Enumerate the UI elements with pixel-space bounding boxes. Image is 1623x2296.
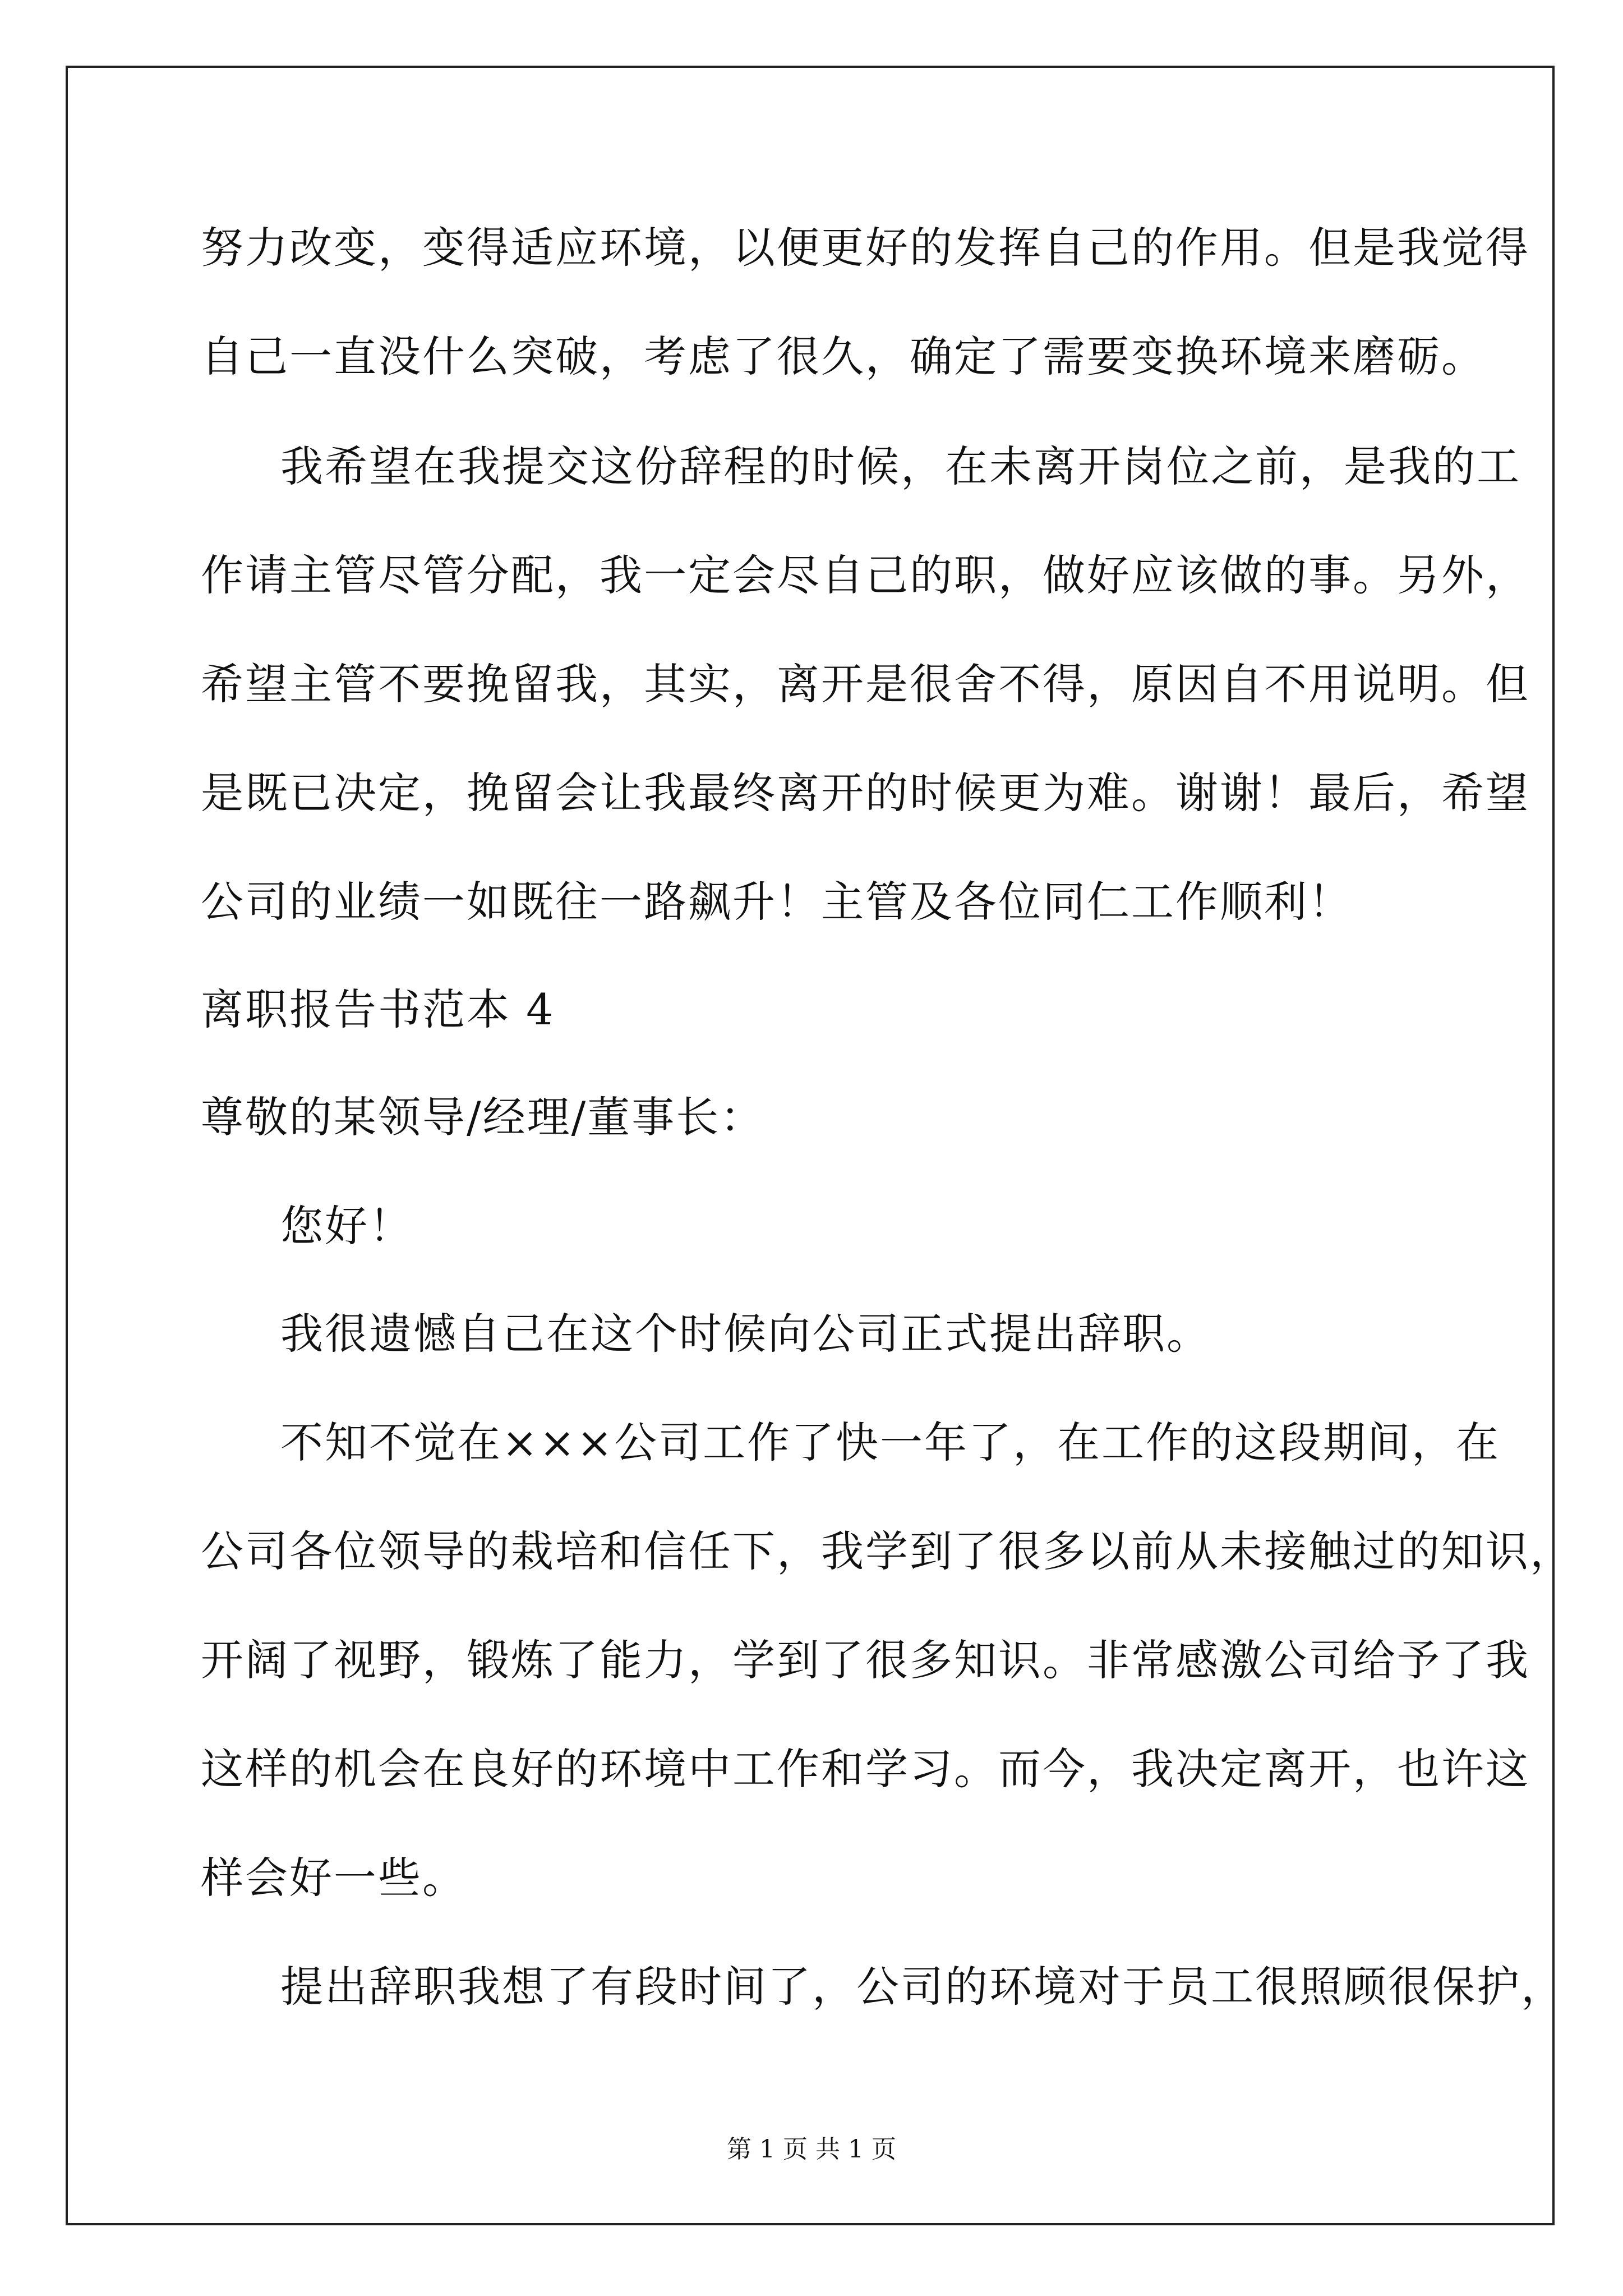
paragraph-line: 希望主管不要挽留我，其实，离开是很舍不得，原因自不用说明。但: [201, 659, 1530, 709]
paragraph-line: 公司各位领导的栽培和信任下，我学到了很多以前从未接触过的知识，: [201, 1526, 1574, 1576]
paragraph-line: 我希望在我提交这份辞程的时候，在未离开岗位之前，是我的工: [280, 441, 1521, 491]
paragraph-line: 不知不觉在×××公司工作了快一年了，在工作的这段期间，在: [280, 1418, 1501, 1467]
paragraph-line: 这样的机会在良好的环境中工作和学习。而今，我决定离开，也许这: [201, 1744, 1530, 1794]
paragraph-line: 提出辞职我想了有段时间了，公司的环境对于员工很照顾很保护，: [280, 1962, 1565, 2012]
paragraph-line: 努力改变，变得适应环境，以便更好的发挥自己的作用。但是我觉得: [201, 223, 1530, 273]
salutation: 尊敬的某领导/经理/董事长：: [201, 1092, 765, 1142]
paragraph-line: 是既已决定，挽留会让我最终离开的时候更为难。谢谢！最后，希望: [201, 768, 1530, 818]
section-heading: 离职报告书范本 4: [201, 984, 555, 1034]
paragraph-line: 我很遗憾自己在这个时候向公司正式提出辞职。: [280, 1309, 1211, 1359]
paragraph-line: 开阔了视野，锻炼了能力，学到了很多知识。非常感激公司给予了我: [201, 1635, 1530, 1685]
paragraph-line: 作请主管尽管分配，我一定会尽自己的职，做好应该做的事。另外，: [201, 550, 1530, 600]
paragraph-line: 样会好一些。: [201, 1853, 467, 1903]
page-number-footer: 第 1 页 共 1 页: [727, 2135, 896, 2164]
paragraph-line: 公司的业绩一如既往一路飙升！主管及各位同仁工作顺利！: [201, 877, 1353, 927]
paragraph-line: 自己一直没什么突破，考虑了很久，确定了需要变换环境来磨砺。: [201, 332, 1486, 381]
greeting: 您好！: [280, 1201, 413, 1251]
